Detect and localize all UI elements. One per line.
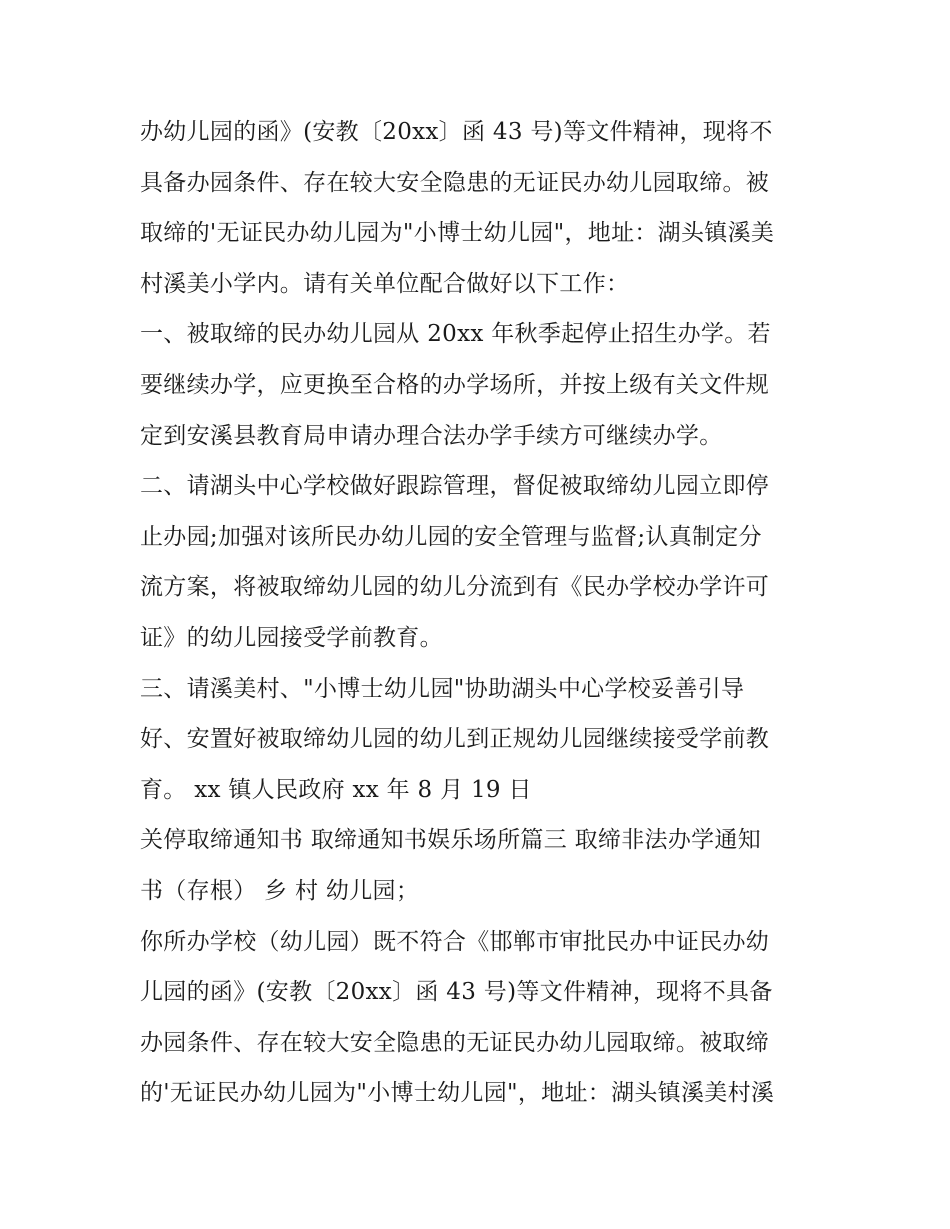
text-line: 你所办学校（幼儿园）既不符合《邯郸市审批民办中证民办幼	[140, 928, 770, 955]
text-line: 关停取缔通知书 取缔通知书娱乐场所篇三 取缔非法办学通知	[140, 827, 762, 854]
text-line: 定到安溪县教育局申请办理合法办学手续方可继续办学。	[140, 422, 723, 449]
document-body	[140, 107, 830, 1119]
text-line: 二、请湖头中心学校做好跟踪管理，督促被取缔幼儿园立即停	[140, 473, 770, 500]
text-line: 村溪美小学内。请有关单位配合做好以下工作：	[140, 270, 630, 297]
text-line: 流方案，将被取缔幼儿园的幼儿分流到有《民办学校办学许可	[140, 574, 770, 601]
text-line: 具备办园条件、存在较大安全隐患的无证民办幼儿园取缔。被	[140, 169, 770, 196]
text-line: 的'无证民办幼儿园为"小博士幼儿园"，地址：湖头镇溪美村溪	[140, 1080, 775, 1107]
text-line: 办幼儿园的函》(安教〔20xx〕函 43 号)等文件精神，现将不	[140, 119, 773, 145]
text-line: 三、请溪美村、"小博士幼儿园"协助湖头中心学校妥善引导	[140, 675, 745, 702]
text-line: 育。 xx 镇人民政府 xx 年 8 月 19 日	[140, 776, 532, 803]
text-line: 取缔的'无证民办幼儿园为"小博士幼儿园"，地址：湖头镇溪美	[140, 220, 775, 247]
text-line: 证》的幼儿园接受学前教育。	[140, 624, 443, 651]
text-line: 办园条件、存在较大安全隐患的无证民办幼儿园取缔。被取缔	[140, 1029, 770, 1056]
text-line: 一、被取缔的民办幼儿园从 20xx 年秋季起停止招生办学。若	[140, 321, 771, 348]
text-line: 止办园;加强对该所民办幼儿园的安全管理与监督;认真制定分	[140, 523, 762, 550]
text-line: 要继续办学，应更换至合格的办学场所，并按上级有关文件规	[140, 371, 770, 398]
text-line: 书（存根） 乡 村 幼儿园；	[140, 877, 420, 904]
text-line: 儿园的函》(安教〔20xx〕函 43 号)等文件精神，现将不具备	[140, 979, 773, 1006]
text-line: 好、安置好被取缔幼儿园的幼儿到正规幼儿园继续接受学前教	[140, 726, 770, 753]
